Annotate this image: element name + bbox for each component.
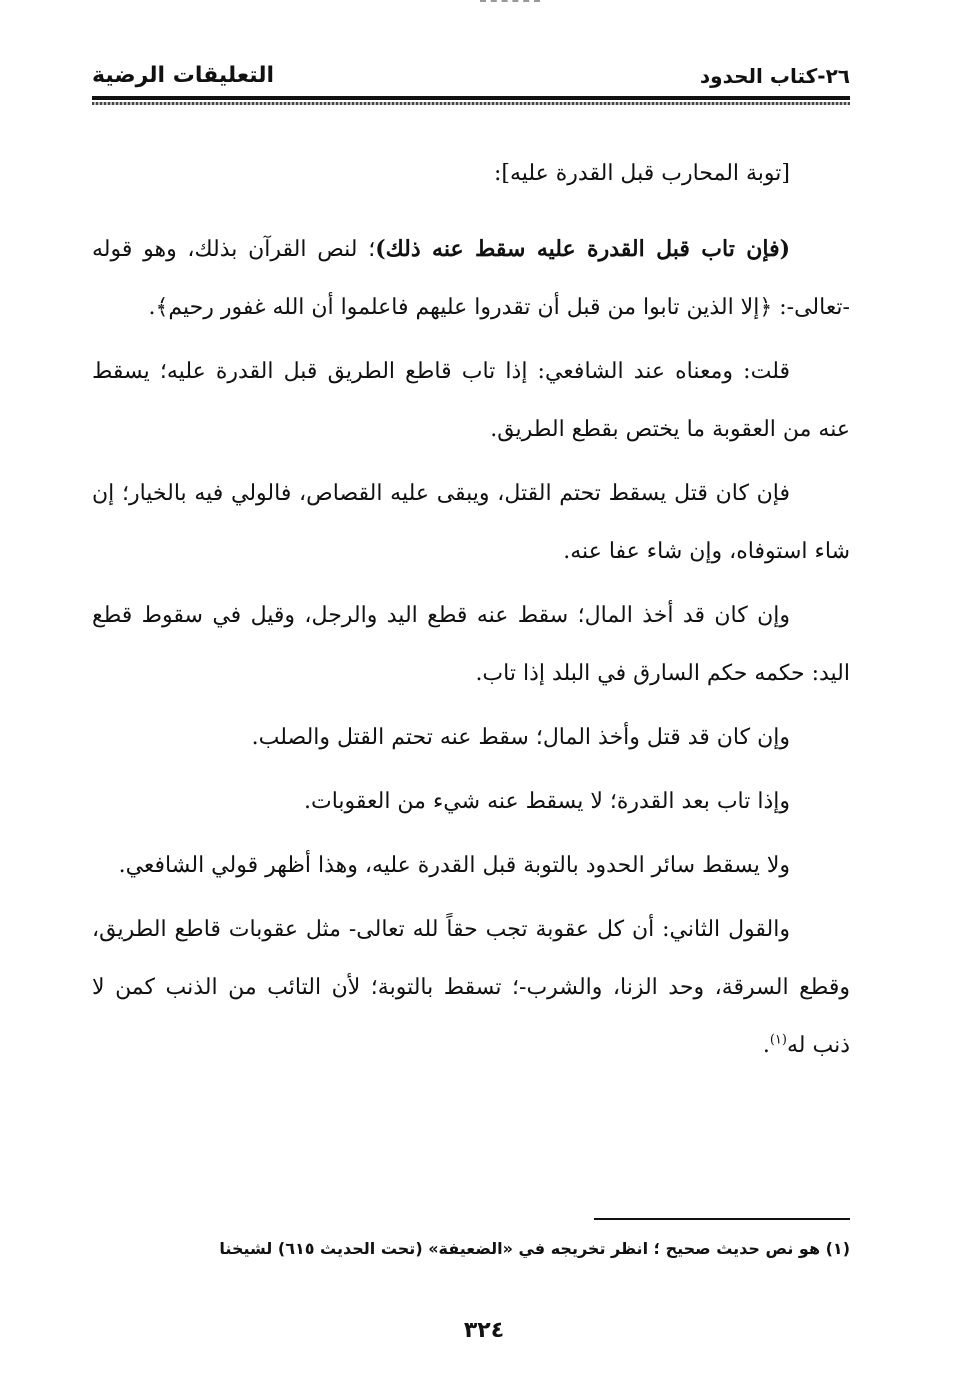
paragraph-2	[92, 343, 850, 459]
paragraph-8	[92, 901, 850, 1075]
paragraph-text: فإن كان قتل يسقط تحتم القتل، ويبقى عليه القصاص، فالولي فيه بالخيار؛ إن شاء استوفاه، وإن شاء عفا عنه.	[92, 481, 850, 564]
top-decoration	[480, 0, 540, 2]
paragraph-7	[92, 837, 850, 895]
paragraph-text: قلت: ومعناه عند الشافعي: إذا تاب قاطع الطريق قبل القدرة عليه؛ يسقط عنه من العقوبة ما يختص بقطع الطريق.	[92, 359, 850, 442]
paragraph-text: والقول الثاني: أن كل عقوبة تجب حقاً لله تعالى- مثل عقوبات قاطع الطريق، وقطع السرقة، وحد الزنا، والشرب-؛ تسقط بالتوبة؛ لأن التائب من الذنب كمن لا ذنب له	[92, 917, 850, 1058]
chapter-heading: ٢٦-كتاب الحدود	[699, 64, 850, 88]
quoted-text: (فإن تاب قبل القدرة عليه سقط عنه ذلك)	[375, 236, 790, 262]
paragraph-text: وإن كان قد قتل وأخذ المال؛ سقط عنه تحتم القتل والصلب.	[251, 725, 790, 750]
header-rule	[92, 96, 850, 100]
page-number: ٣٢٤	[463, 1318, 505, 1343]
page-header	[92, 62, 850, 92]
paragraph-4	[92, 587, 850, 703]
footnote-divider	[594, 1218, 850, 1220]
footnote-ref[interactable]: (١)	[769, 1032, 787, 1048]
paragraph-5	[92, 709, 850, 767]
paragraph-6	[92, 773, 850, 831]
paragraph-text: وإن كان قد أخذ المال؛ سقط عنه قطع اليد والرجل، وقيل في سقوط قطع اليد: حكمه حكم السارق في البلد إذا تاب.	[92, 603, 850, 686]
paragraph-text: ؛ لنص القرآن بذلك، وهو قوله -تعالى-: ﴿إلا الذين تابوا من قبل أن تقدروا عليهم فاعلموا أن الله غفور رحيم﴾.	[92, 237, 850, 320]
section-title: [توبة المحارب قبل القدرة عليه]:	[493, 161, 790, 186]
paragraph-text: وإذا تاب بعد القدرة؛ لا يسقط عنه شيء من العقوبات.	[303, 789, 790, 814]
paragraph-end: .	[762, 1033, 770, 1058]
paragraph-1	[92, 220, 850, 337]
book-title: التعليقات الرضية	[92, 63, 275, 88]
footnote: (١) هو نص حديث صحيح ؛ انظر تخريجه في «الضعيفة» (تحت الحديث ٦١٥) لشيخنا	[219, 1239, 850, 1258]
main-text	[92, 148, 850, 1081]
header-rule-pattern	[92, 102, 850, 105]
paragraph-3	[92, 465, 850, 581]
paragraph-text: ولا يسقط سائر الحدود بالتوبة قبل القدرة عليه، وهذا أظهر قولي الشافعي.	[118, 853, 790, 878]
